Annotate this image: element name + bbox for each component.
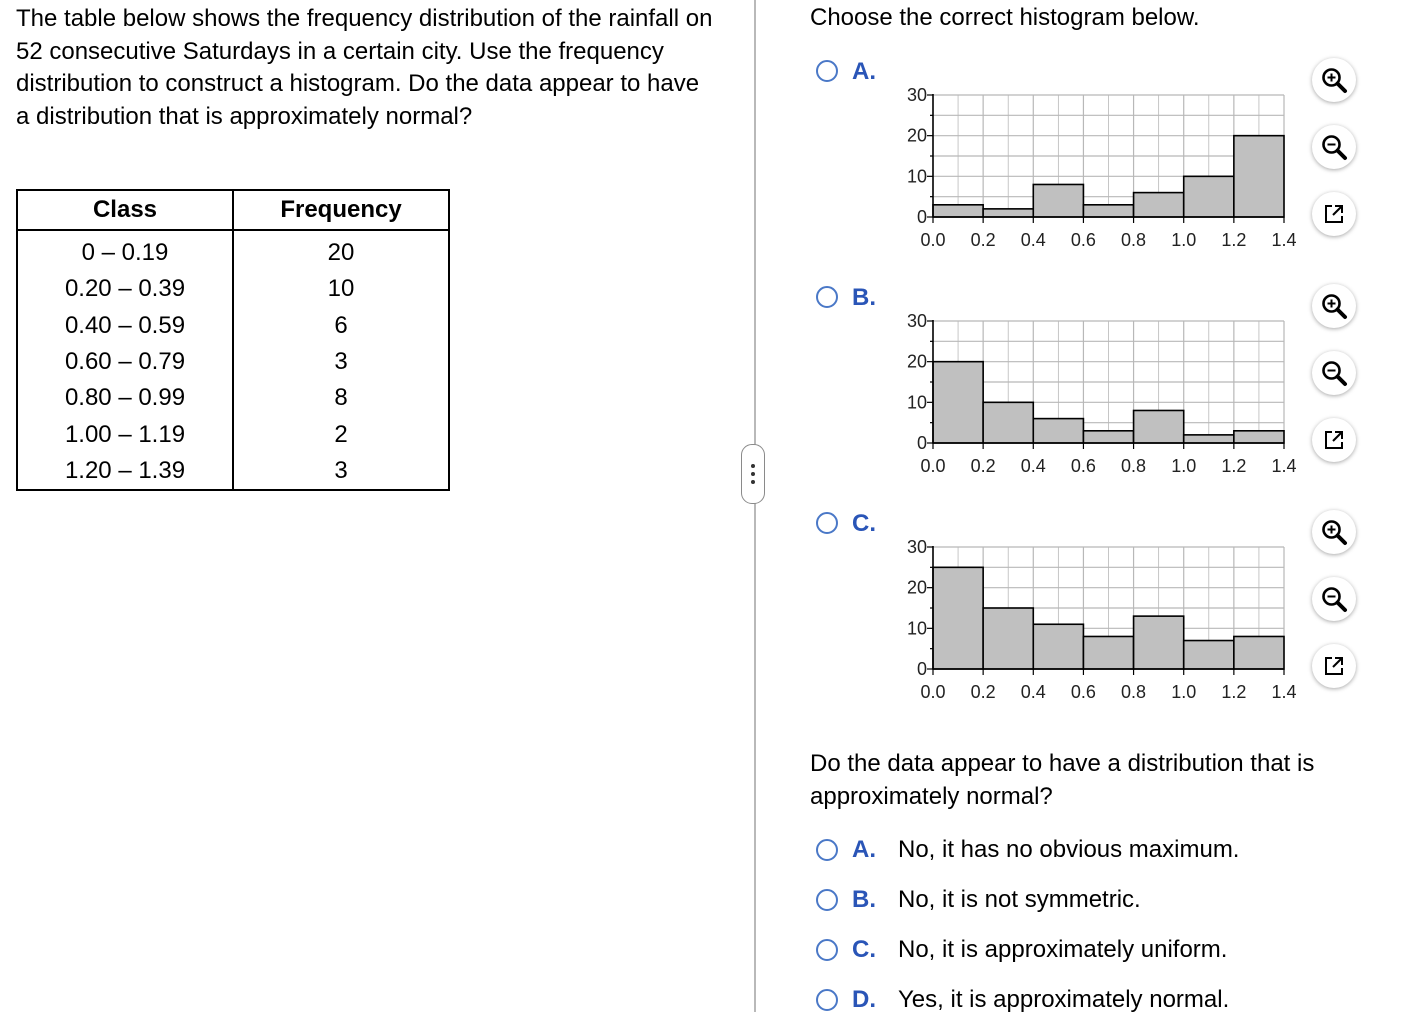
zoom-in-icon	[1319, 65, 1349, 95]
histogram-bar	[983, 608, 1033, 669]
y-tick-label: 0	[916, 659, 927, 679]
table-cell: 20	[327, 239, 355, 267]
table-cell: 3	[334, 456, 348, 484]
x-tick-label: 0.8	[1121, 230, 1147, 250]
table-cell: 8	[334, 384, 348, 412]
y-tick-label: 10	[906, 166, 927, 187]
popout-button[interactable]	[1312, 418, 1356, 462]
normality-question: Do the data appear to have a distribution that is approximately normal?	[810, 750, 1315, 810]
histogram-prompt: Choose the correct histogram below.	[810, 4, 1200, 31]
option-b-letter: B.	[852, 284, 876, 311]
y-tick-label: 30	[906, 311, 927, 331]
table-header-class: Class	[17, 190, 233, 230]
answer-d-letter: D.	[852, 986, 876, 1013]
x-tick-label: 0.8	[1121, 456, 1147, 476]
y-tick-label: 10	[906, 618, 927, 639]
answer-b-letter: B.	[852, 886, 876, 913]
answer-d-text: Yes, it is approximately normal.	[898, 986, 1230, 1013]
zoom-in-icon	[1319, 291, 1349, 321]
handle-dot	[751, 464, 755, 468]
histogram-bar	[933, 567, 983, 669]
table-cell: 0.40 – 0.59	[17, 308, 233, 344]
question-text: The table below shows the frequency distribution of the rainfall on 52 consecutive Saturdays in a certain city. Use the frequency distribution to construct a histogram. Do the data appear to have a distribution that is approximately normal?	[16, 5, 713, 130]
table-header-row	[17, 190, 449, 230]
table-cell: 3	[334, 348, 348, 376]
answer-c-letter: C.	[852, 936, 876, 963]
zoom-in-button[interactable]	[1312, 284, 1356, 328]
answer-a-letter: A.	[852, 836, 876, 863]
zoom-out-button[interactable]	[1312, 125, 1356, 169]
handle-dot	[751, 472, 755, 476]
x-tick-label: 1.0	[1171, 230, 1197, 250]
frequency-table	[16, 189, 450, 491]
y-tick-label: 20	[906, 125, 927, 146]
x-tick-label: 0.0	[920, 230, 946, 250]
table-cell: 0.20 – 0.39	[17, 271, 233, 307]
x-tick-label: 1.4	[1271, 230, 1297, 250]
y-tick-label: 10	[906, 392, 927, 413]
x-tick-label: 0.6	[1070, 456, 1096, 476]
x-tick-label: 1.2	[1221, 230, 1247, 250]
x-tick-label: 0.2	[970, 682, 996, 702]
y-tick-label: 30	[906, 537, 927, 557]
x-tick-label: 1.4	[1271, 682, 1297, 702]
x-tick-label: 0.8	[1121, 682, 1147, 702]
radio-answer-a[interactable]	[816, 839, 838, 861]
x-tick-label: 0.6	[1070, 682, 1096, 702]
option-c-letter: C.	[852, 510, 876, 537]
table-row	[17, 453, 449, 490]
histogram-bar	[1184, 641, 1234, 669]
x-tick-label: 0.2	[970, 456, 996, 476]
answer-pane	[756, 0, 1404, 1030]
table-cell: 1.00 – 1.19	[17, 416, 233, 452]
popout-button[interactable]	[1312, 192, 1356, 236]
table-cell: 10	[327, 275, 355, 303]
table-cell: 0.60 – 0.79	[17, 344, 233, 380]
zoom-in-button[interactable]	[1312, 58, 1356, 102]
table-row	[17, 271, 449, 307]
x-tick-label: 0.4	[1020, 682, 1046, 702]
answer-a-text: No, it has no obvious maximum.	[898, 836, 1240, 863]
x-tick-label: 0.6	[1070, 230, 1096, 250]
answer-c-text: No, it is approximately uniform.	[898, 936, 1228, 963]
histogram-bar	[1134, 616, 1184, 669]
table-header-frequency: Frequency	[233, 190, 449, 230]
table-cell: 0.80 – 0.99	[17, 380, 233, 416]
zoom-out-button[interactable]	[1312, 577, 1356, 621]
table-row	[17, 380, 449, 416]
popout-button[interactable]	[1312, 644, 1356, 688]
histogram-bar	[1083, 636, 1133, 669]
y-tick-label: 0	[916, 207, 927, 227]
table-cell: 0 – 0.19	[17, 230, 233, 271]
x-tick-label: 0.4	[1020, 230, 1046, 250]
zoom-in-icon	[1319, 517, 1349, 547]
zoom-out-icon	[1319, 132, 1349, 162]
popout-icon	[1322, 202, 1346, 226]
table-row	[17, 344, 449, 380]
popout-icon	[1322, 654, 1346, 678]
y-tick-label: 0	[916, 433, 927, 453]
x-tick-label: 1.2	[1221, 456, 1247, 476]
table-row	[17, 416, 449, 452]
popout-icon	[1322, 428, 1346, 452]
table-row	[17, 230, 449, 271]
radio-answer-b[interactable]	[816, 889, 838, 911]
x-tick-label: 1.2	[1221, 682, 1247, 702]
answer-b-text: No, it is not symmetric.	[898, 886, 1141, 913]
x-tick-label: 0.2	[970, 230, 996, 250]
option-a-letter: A.	[852, 58, 876, 85]
histogram-bar	[1234, 636, 1284, 669]
x-tick-label: 1.4	[1271, 456, 1297, 476]
x-tick-label: 1.0	[1171, 682, 1197, 702]
x-tick-label: 0.0	[920, 682, 946, 702]
handle-dot	[751, 480, 755, 484]
y-tick-label: 20	[906, 351, 927, 372]
table-cell: 6	[334, 311, 348, 339]
radio-answer-c[interactable]	[816, 939, 838, 961]
zoom-out-icon	[1319, 584, 1349, 614]
zoom-out-button[interactable]	[1312, 351, 1356, 395]
histogram-bar	[1033, 624, 1083, 669]
table-row	[17, 308, 449, 344]
x-tick-label: 0.4	[1020, 456, 1046, 476]
radio-answer-d[interactable]	[816, 989, 838, 1011]
y-tick-label: 20	[906, 577, 927, 598]
zoom-in-button[interactable]	[1312, 510, 1356, 554]
x-tick-label: 1.0	[1171, 456, 1197, 476]
table-cell: 1.20 – 1.39	[17, 453, 233, 490]
zoom-out-icon	[1319, 358, 1349, 388]
y-tick-label: 30	[906, 85, 927, 105]
table-cell: 2	[334, 420, 348, 448]
x-tick-label: 0.0	[920, 456, 946, 476]
histogram-c	[756, 0, 1316, 720]
